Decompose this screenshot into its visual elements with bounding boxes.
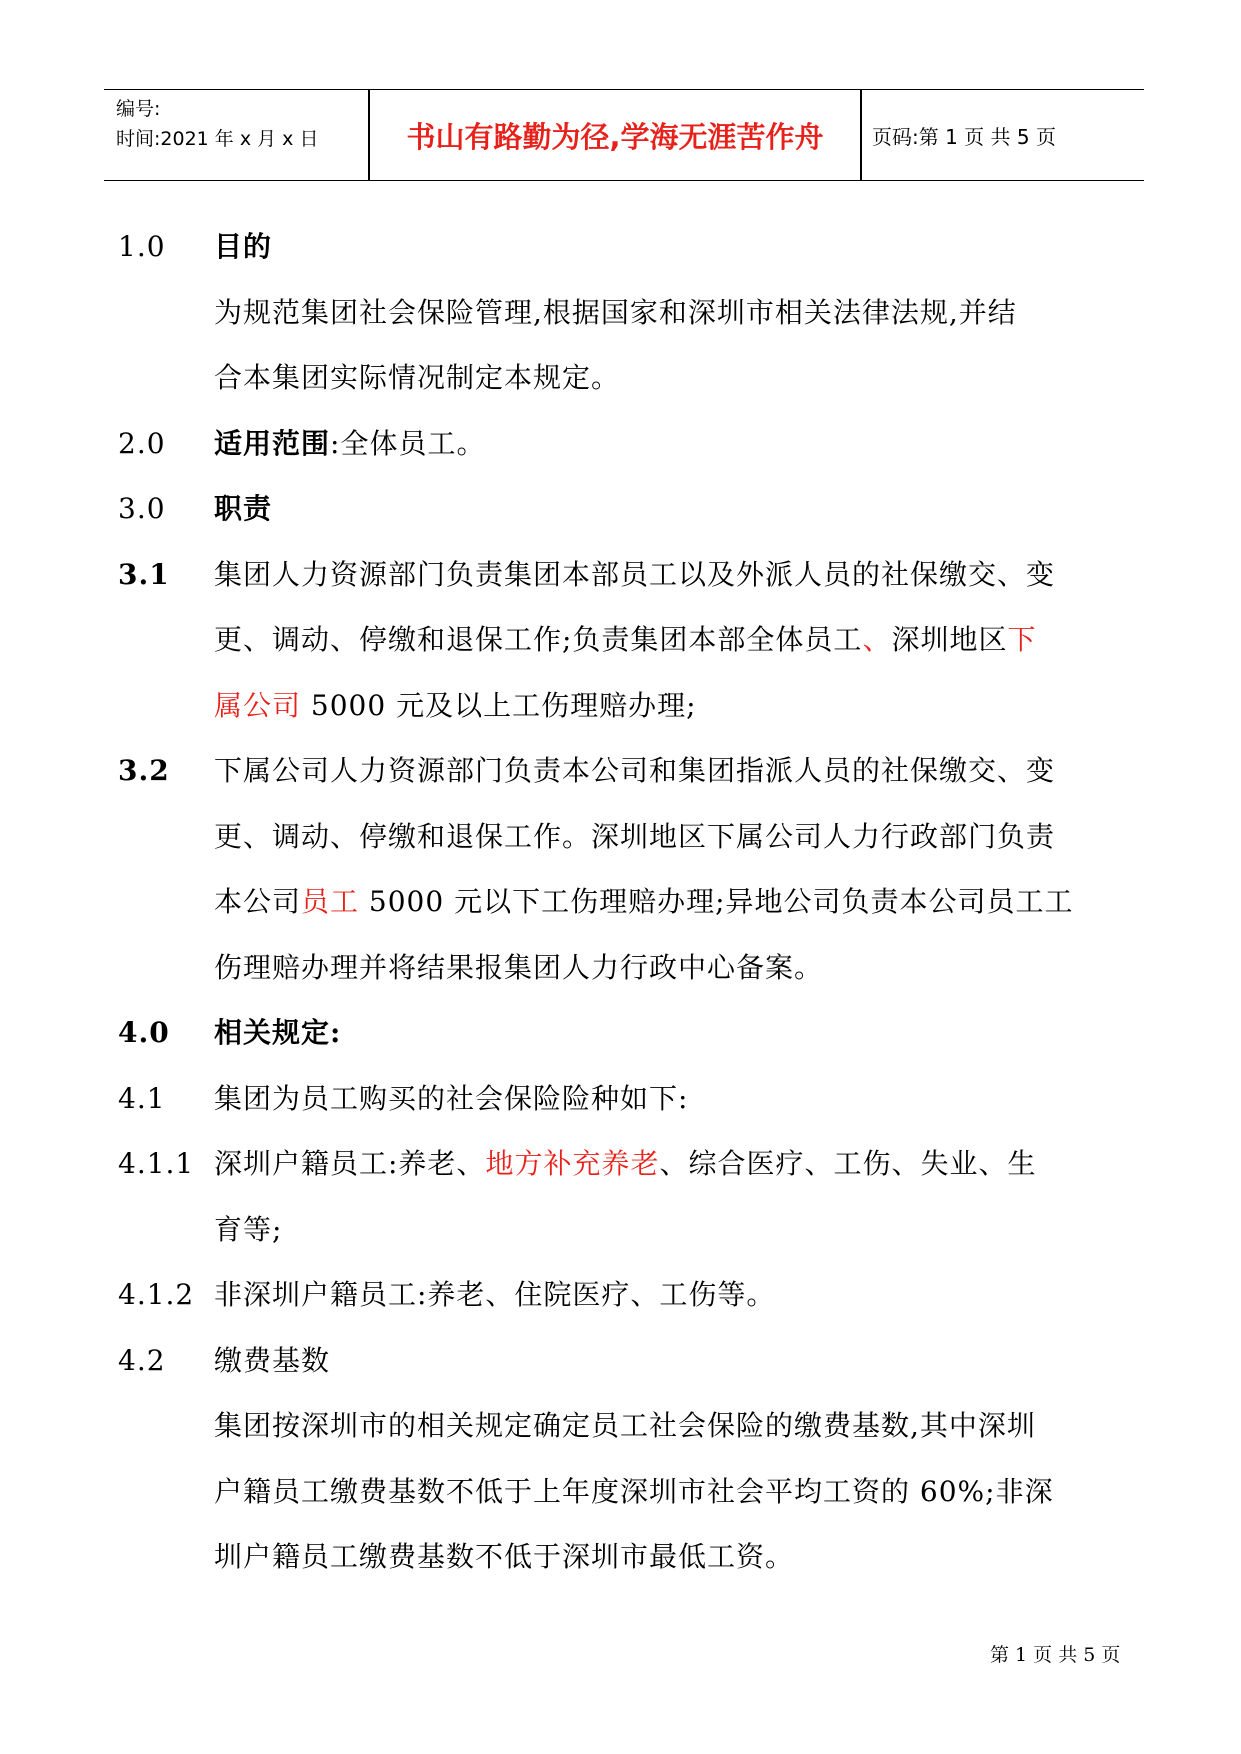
highlighted-text: 、 — [862, 623, 892, 656]
paragraph-line — [118, 738, 1138, 804]
section-heading — [118, 476, 1138, 542]
section-number: 4.2 — [118, 1343, 166, 1377]
section-number: 4.1.1 — [118, 1147, 195, 1180]
paragraph-line — [118, 1393, 1138, 1459]
paragraph-text: 集团人力资源部门负责集团本部员工以及外派人员的社保缴交、变 — [214, 557, 1056, 591]
paragraph-line — [118, 1459, 1138, 1525]
paragraph-text: 非深圳户籍员工:养老、住院医疗、工伤等。 — [214, 1278, 776, 1311]
highlighted-text: 员工 — [301, 885, 360, 918]
section-number: 3.1 — [118, 557, 170, 591]
section-title: 缴费基数 — [214, 1343, 331, 1377]
section-number: 4.1.2 — [118, 1278, 195, 1311]
paragraph-text: :全体员工。 — [330, 426, 486, 460]
paragraph-text: 深圳地区 — [891, 623, 1008, 656]
section-number: 3.2 — [118, 754, 170, 787]
paragraph-line — [118, 1524, 1138, 1590]
document-header — [104, 89, 1144, 181]
paragraph-text: 下属公司人力资源部门负责本公司和集团指派人员的社保缴交、变 — [214, 754, 1056, 787]
paragraph-text: 圳户籍员工缴费基数不低于深圳市最低工资。 — [214, 1540, 795, 1573]
paragraph-text: 深圳户籍员工:养老、 — [214, 1147, 486, 1180]
footer-page-number: 第 1 页 共 5 页 — [990, 1644, 1121, 1666]
paragraph-text: 集团按深圳市的相关规定确定员工社会保险的缴费基数,其中深圳 — [214, 1409, 1036, 1442]
section-number: 1.0 — [118, 230, 166, 263]
section-title: 适用范围 — [214, 426, 331, 460]
header-meta — [116, 94, 318, 154]
paragraph-line — [118, 673, 1138, 739]
paragraph-line — [118, 869, 1138, 935]
paragraph-text: 集团为员工购买的社会保险险种如下: — [214, 1081, 689, 1115]
paragraph-text: 户籍员工缴费基数不低于上年度深圳市社会平均工资的 60%;非深 — [214, 1474, 1054, 1508]
paragraph-line — [118, 345, 1138, 411]
section-title: 职责 — [214, 492, 273, 525]
section-heading — [118, 214, 1138, 280]
paragraph-text: 5000 元及以上工伤理赔办理; — [301, 688, 697, 722]
section-number: 4.0 — [118, 1016, 170, 1049]
paragraph-text: 本公司 — [214, 885, 302, 918]
header-page-number: 页码:第 1 页 共 5 页 — [872, 124, 1056, 149]
paragraph-text: 为规范集团社会保险管理,根据国家和深圳市相关法律法规,并结 — [214, 295, 1017, 329]
paragraph-line — [118, 280, 1138, 346]
paragraph-text: 伤理赔办理并将结果报集团人力行政中心备案。 — [214, 950, 824, 984]
highlighted-text: 属公司 — [214, 688, 302, 722]
section-number: 3.0 — [118, 492, 166, 525]
paragraph-text: 5000 元以下工伤理赔办理;异地公司负责本公司员工工 — [359, 885, 1074, 918]
section-number: 4.1 — [118, 1081, 166, 1115]
paragraph-line — [118, 542, 1138, 608]
header-motto: 书山有路勤为径,学海无涯苦作舟 — [406, 119, 824, 154]
document-body — [118, 214, 1138, 1590]
paragraph-line — [118, 1131, 1138, 1197]
paragraph-line — [118, 804, 1138, 870]
document-time-label: 时间:2021 年 x 月 x 日 — [116, 128, 319, 150]
paragraph-text: 更、调动、停缴和退保工作;负责集团本部全体员工 — [214, 623, 863, 656]
paragraph-text: 、综合医疗、工伤、失业、生 — [659, 1147, 1037, 1180]
paragraph-line — [118, 607, 1138, 673]
paragraph-line — [118, 935, 1138, 1001]
section-heading — [118, 1000, 1138, 1066]
section-title: 相关规定: — [214, 1016, 342, 1049]
header-divider — [860, 90, 862, 180]
paragraph-text: 更、调动、停缴和退保工作。深圳地区下属公司人力行政部门负责 — [214, 819, 1056, 853]
paragraph-text: 育等; — [214, 1212, 283, 1246]
section-number: 2.0 — [118, 426, 166, 460]
paragraph-text: 合本集团实际情况制定本规定。 — [214, 361, 621, 394]
document-number-label: 编号: — [116, 98, 161, 120]
section-title: 目的 — [214, 230, 273, 263]
paragraph-line — [118, 1262, 1138, 1328]
paragraph-line — [118, 1328, 1138, 1394]
paragraph-line — [118, 1066, 1138, 1132]
section-heading — [118, 411, 1138, 477]
highlighted-text: 地方补充养老 — [485, 1147, 660, 1180]
highlighted-text: 下 — [1007, 623, 1037, 656]
paragraph-line — [118, 1197, 1138, 1263]
